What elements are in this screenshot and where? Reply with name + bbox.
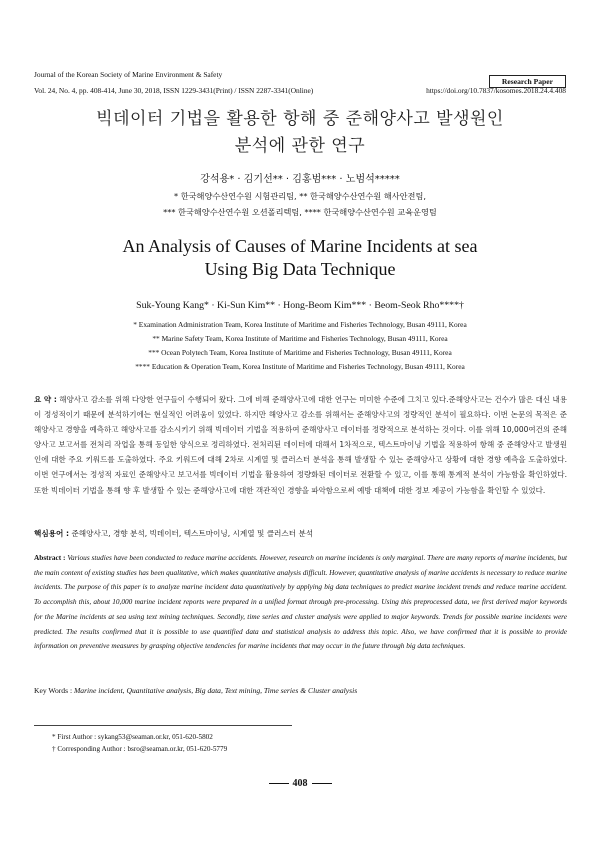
english-title-line1: An Analysis of Causes of Marine Incidents at sea (122, 236, 478, 256)
journal-name: Journal of the Korean Society of Marine Environment & Safety (34, 70, 223, 79)
page-number-text: 408 (292, 778, 308, 789)
footnote-divider (34, 725, 292, 726)
korean-authors: 강석용* · 김기선** · 김홍범*** · 노범석***** (200, 174, 400, 185)
korean-affiliation-2: *** 한국해양수산연수원 오션폴리텍팀, **** 한국해양수산연수원 교육운영팀 (163, 207, 437, 217)
korean-keywords-text: 준해양사고, 경향 분석, 빅데이터, 텍스트마이닝, 시계열 및 클러스터 분석 (71, 529, 314, 538)
page-number-left-rule (269, 783, 289, 784)
korean-keywords (34, 528, 313, 539)
english-affiliation-2: ** Marine Safety Team, Korea Institute of Maritime and Fisheries Technology, Busan 49111, Korea (152, 334, 448, 343)
korean-abstract (34, 392, 567, 498)
english-title-line2: Using Big Data Technique (204, 259, 396, 279)
first-author-footnote: * First Author : sykang53@seaman.or.kr, 051-620-5802 (52, 733, 213, 741)
english-abstract-label: Abstract : (34, 553, 66, 562)
page-number (0, 778, 600, 789)
english-authors: Suk-Young Kang* · Ki-Sun Kim** · Hong-Beom Kim*** · Beom-Seok Rho****† (136, 300, 464, 311)
volume-line: Vol. 24, No. 4, pp. 408-414, June 30, 2018, ISSN 1229-3431(Print) / ISSN 2287-3341(Online) (34, 86, 314, 95)
korean-abstract-label: 요 약 : (34, 395, 57, 404)
korean-keywords-label: 핵심용어 : (34, 529, 70, 538)
corresponding-author-footnote: † Corresponding Author : bsro@seaman.or.kr, 051-620-5779 (52, 745, 228, 753)
doi-link[interactable]: https://doi.org/10.7837/kosomes.2018.24.4.408 (426, 86, 566, 95)
english-keywords-label: Key Words : (34, 686, 73, 695)
article-type-badge: Research Paper (489, 75, 566, 88)
english-affiliation-3: *** Ocean Polytech Team, Korea Institute of Maritime and Fisheries Technology, Busan 49111, Korea (148, 348, 452, 357)
korean-title-line2: 분석에 관한 연구 (234, 136, 366, 156)
english-keywords-text: Marine incident, Quantitative analysis, Big data, Text mining, Time series & Cluster analysis (73, 686, 358, 695)
page-number-right-rule (312, 783, 332, 784)
korean-title-line1: 빅데이터 기법을 활용한 항해 중 준해양사고 발생원인 (96, 109, 504, 129)
english-keywords (34, 686, 357, 695)
korean-affiliation-1: * 한국해양수산연수원 시험관리팀, ** 한국해양수산연수원 해사안전팀, (174, 191, 426, 201)
english-affiliation-1: * Examination Administration Team, Korea Institute of Maritime and Fisheries Technology, Busan 49111, Korea (133, 320, 467, 329)
english-abstract (34, 551, 567, 654)
english-affiliation-4: **** Education & Operation Team, Korea Institute of Maritime and Fisheries Technology, Busan 49111, Korea (135, 362, 465, 371)
english-abstract-text: Various studies have been conducted to reduce marine accidents. However, research on marine incidents is only marginal. There are many reports of marine incidents, but the main content of existing studies has been qualitative, which makes quantitative analysis difficult. However, quantitative analysis of marine accidents is necessary to reduce marine incidents. The purpose of this paper is to analyze marine incident data quantitatively by applying big data techniques to predict marine incident trends and reduce marine accident. To accomplish this, about 10,000 marine incident reports were prepared in a unified format through pre-processing. Using this preprocessed data, we first derived major keywords for the Marine incidents at sea using text mining techniques. Secondly, time series and cluster analysis were applied to major keywords. Trends for possible marine incidents were predicted. The results confirmed that it is possible to use quantified data and statistical analysis to address this topic. Also, we have confirmed that it is possible to provide information on preventive measures by grasping objective tendencies for marine incidents that may occur in the future through big data techniques. (34, 553, 567, 651)
korean-abstract-text: 해양사고 감소를 위해 다양한 연구들이 수행되어 왔다. 그에 비해 준해양사고에 대한 연구는 미미한 수준에 그치고 있다.준해양사고는 건수가 많은 대신 내용이 정성적이기 때문에 분석하기에는 현실적인 어려움이 있었다. 하지만 해양사고 감소를 위해서는 준해양사고의 정량적인 분석이 필요하다. 이번 논문의 목적은 준해양사고 경향을 예측하고 해양사고를 감소시키기 위해 빅데이터 기법을 적용하여 준해양사고 데이터를 정량적으로 분석하는 것이다. 이를 위해 10,000여건의 준해양사고 보고서를 전처리 작업을 통해 동일한 양식으로 정리하였다. 전처리된 데이터에 대해서 1차적으로, 텍스트마이닝 기법을 적용하여 항해 중 준해양사고 발생원인에 대한 주요 키워드를 도출하였다. 주요 키워드에 대해 2차로 시계열 및 클러스터 분석을 통해 발생할 수 있는 준해양사고 상황에 대한 경향 예측을 도출하였다. 이번 연구에서는 정성적 자료인 준해양사고 보고서를 빅데이터 기법을 활용하여 정량화된 데이터로 전환할 수 있고, 이를 통해 통계적 분석이 가능함을 확인하였다. 또한 빅데이터 기법을 통해 향 후 발생할 수 있는 준해양사고에 대한 객관적인 경향을 파악함으로써 예방 대책에 대한 정보 제공이 가능함을 확인할 수 있었다. (34, 395, 567, 495)
